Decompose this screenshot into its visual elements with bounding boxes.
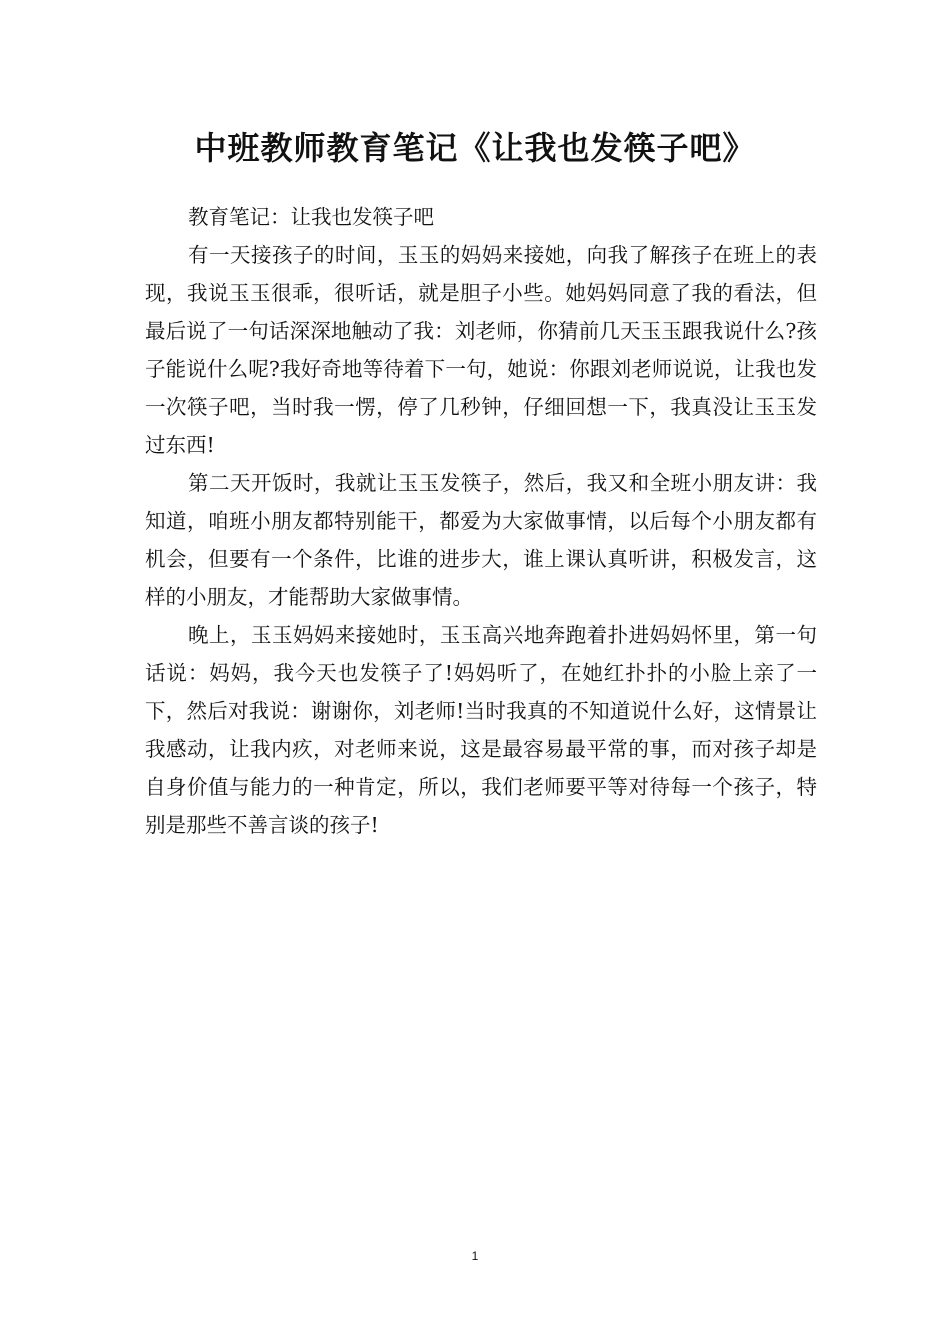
document-title: 中班教师教育笔记《让我也发筷子吧》 — [194, 129, 756, 167]
paragraph: 第二天开饭时，我就让玉玉发筷子，然后，我又和全班小朋友讲：我知道，咱班小朋友都特别能干，都爱为大家做事情，以后每个小朋友都有机会，但要有一个条件，比谁的进步大，谁上课认真听讲，积极发言，这样的小朋友，才能帮助大家做事情。 — [145, 471, 817, 609]
paragraph: 有一天接孩子的时间，玉玉的妈妈来接她，向我了解孩子在班上的表现，我说玉玉很乖，很听话，就是胆子小些。她妈妈同意了我的看法，但最后说了一句话深深地触动了我：刘老师，你猜前几天玉玉跟我说什么?孩子能说什么呢?我好奇地等待着下一句，她说：你跟刘老师说说，让我也发一次筷子吧，当时我一愣，停了几秒钟，仔细回想一下，我真没让玉玉发过东西! — [145, 243, 817, 457]
page-number: 1 — [471, 1249, 479, 1263]
paragraph: 晚上，玉玉妈妈来接她时，玉玉高兴地奔跑着扑进妈妈怀里，第一句话说：妈妈，我今天也发筷子了!妈妈听了，在她红扑扑的小脸上亲了一下，然后对我说：谢谢你，刘老师!当时我真的不知道说什么好，这情景让我感动，让我内疚，对老师来说，这是最容易最平常的事，而对孩子却是自身价值与能力的一种肯定，所以，我们老师要平等对待每一个孩子，特别是那些不善言谈的孩子! — [145, 623, 817, 837]
paragraph-subtitle: 教育笔记：让我也发筷子吧 — [188, 205, 435, 229]
document-body — [145, 198, 817, 844]
